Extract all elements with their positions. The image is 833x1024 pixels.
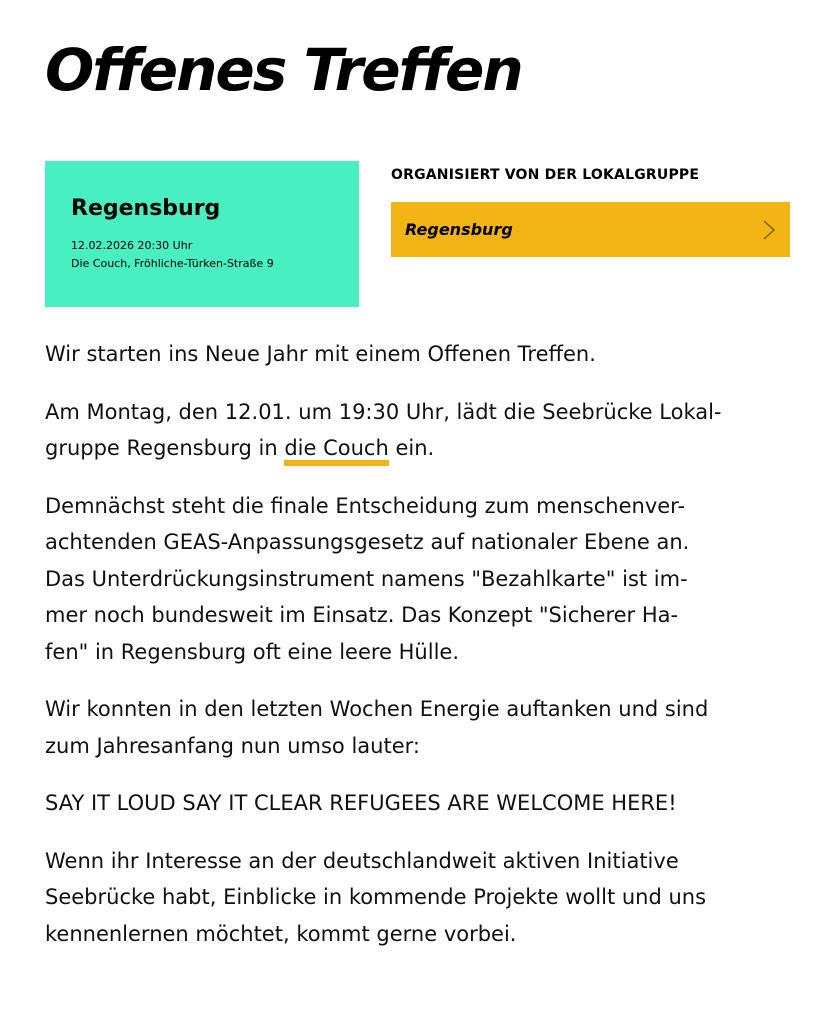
event-city: Regensburg [71,196,221,221]
paragraph-intro: Wir starten ins Neue Jahr mit einem Offenen Treffen. [45,342,596,366]
organizer-label: ORGANISIERT VON DER LOKALGRUPPE [391,167,700,183]
paragraph-invite: Wenn ihr Interesse an der deutschlandweit aktiven Initiative Seebrücke habt, Einblicke in kommende Projekte wollt und uns kennenlernen möchtet, kommt gerne vorbei. [45,848,707,946]
chevron-right-icon [762,219,776,241]
event-description [45,336,805,973]
paragraph-politics: Demnächst steht die finale Entscheidung zum menschenver- achtenden GEAS-Anpassungsgesetz auf nationaler Ebene an. Das Unterdrückungsinstrument namens "Bezahlkarte" ist im- mer noch bundesweit im Einsatz. Das Konzept "Sicherer Ha- fen" in Regensburg oft eine leere Hülle. [45,493,690,664]
event-datetime: 12.02.2026 20:30 Uhr [71,239,193,252]
paragraph-slogan: SAY IT LOUD SAY IT CLEAR REFUGEES ARE WELCOME HERE! [45,791,677,815]
paragraph-date: Am Montag, den 12.01. um 19:30 Uhr, lädt die Seebrücke Lokal- gruppe Regensburg in die Couch ein. [45,394,805,467]
paragraph-energy: Wir konnten in den letzten Wochen Energie auftanken und sind zum Jahresanfang nun umso lauter: [45,697,709,758]
organizer-name: Regensburg [405,220,513,239]
event-info-card [45,161,359,307]
organizer-link-button[interactable] [391,202,790,257]
page-title: Offenes Treffen [45,36,522,104]
venue-link[interactable]: die Couch [284,436,388,466]
event-location: Die Couch, Fröhliche-Türken-Straße 9 [71,257,274,270]
